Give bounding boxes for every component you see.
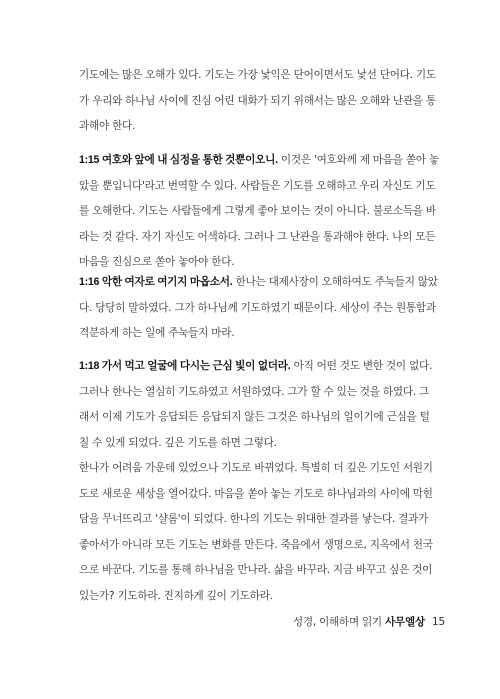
- text-line: 으로 바꾼다. 기도를 통해 하나님을 만나라. 삶을 바꾸라. 지금 바꾸고 싶은 것이: [79, 564, 433, 576]
- text-span: 이것은 '여호와께 제 마음을 쏟아 놓: [277, 154, 439, 166]
- verse-heading: 1:16 악한 여자로 여기지 마옵소서.: [79, 276, 233, 288]
- series-name: 사무엘상: [385, 616, 425, 628]
- text-line: 가 우리와 하나님 사이에 진심 어린 대화가 되기 위해서는 많은 오해와 난관을 통: [79, 94, 436, 107]
- text-line: 그러나 한나는 열심히 기도하였고 서원하였다. 그가 할 수 있는 것을 하였다. 그: [79, 385, 430, 398]
- paragraph-intro: [79, 63, 439, 140]
- text-span: 아직 어떤 것도 변한 것이 없다.: [290, 360, 433, 372]
- text-line: 칠 수 있게 되었다. 깊은 기도를 하면 그렇다.: [79, 436, 277, 449]
- text-line: 래서 이제 기도가 응답되든 응답되지 않든 그것은 하나님의 일이기에 근심을 털: [79, 411, 430, 423]
- page-number: 15: [432, 616, 445, 628]
- text-line: 담을 무너뜨리고 '샬롬'이 되었다. 한나의 기도는 위대한 결과를 낳는다. 결과가: [79, 513, 429, 525]
- text-line: 좋아서가 아니라 모든 기도는 변화를 만든다. 죽음에서 생명으로, 지옥에서 천국: [79, 538, 433, 551]
- text-line: [79, 148, 439, 174]
- page-footer: [293, 614, 445, 629]
- text-line: 기도에는 많은 오해가 있다. 기도는 가장 낯익은 단어이면서도 낯선 단어다. 기도: [79, 69, 436, 81]
- text-line: 한나가 어려움 가운데 있었으나 기도로 바뀌었다. 특별히 더 깊은 기도인 서원기: [79, 462, 433, 474]
- text-line: 과해야 한다.: [79, 120, 136, 132]
- paragraph-verse-1-16: [79, 270, 439, 347]
- verse-heading: 1:15 여호와 앞에 내 심정을 통한 것뿐이오니.: [79, 154, 278, 166]
- text-line: 도로 새로운 세상을 열어갔다. 마음을 쏟아 놓는 기도로 하나님과의 사이에 막힌: [79, 487, 433, 500]
- text-line: 를 오해한다. 기도는 사람들에게 그렇게 좋아 보이는 것이 아니다. 불로소득을 바: [79, 205, 436, 217]
- text-line: 았을 뿐입니다'라고 번역할 수 있다. 사람들은 기도를 오해하고 우리 자신도 기도: [79, 179, 436, 192]
- text-line: 라는 것 같다. 자기 자신도 어색하다. 그러나 그 난관을 통과해야 한다. 나의 모든: [79, 230, 436, 243]
- text-line: [79, 354, 439, 380]
- text-line: 마음을 진심으로 쏟아 놓아야 한다.: [79, 256, 235, 268]
- text-line: 있는가? 기도하라. 진지하게 깊이 기도하라.: [79, 589, 273, 602]
- text-line: 격분하게 하는 일에 주눅들지 마라.: [79, 327, 235, 339]
- text-line: 다. 당당히 말하였다. 그가 하나님께 기도하였기 때문이다. 세상이 주는 원통함과: [79, 301, 436, 314]
- book-title: 성경, 이해하며 읽기: [293, 616, 382, 628]
- text-span: 한나는 대제사장이 오해하여도 주눅들지 않았: [232, 276, 438, 288]
- paragraph-verse-1-18: [79, 354, 439, 609]
- text-line: [79, 270, 439, 296]
- paragraph-verse-1-15: [79, 148, 439, 276]
- verse-heading: 1:18 가서 먹고 얼굴에 다시는 근심 빛이 없더라.: [79, 360, 291, 372]
